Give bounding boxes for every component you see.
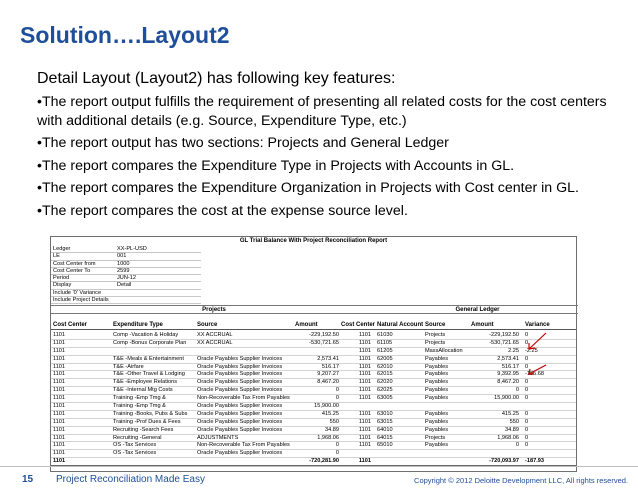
table-cell: Oracle Payables Supplier Invoices [197, 403, 283, 410]
table-cell: Oracle Payables Supplier Invoices [197, 379, 283, 386]
parameter-value: 001 [117, 253, 127, 260]
table-cell: 64015 [377, 434, 393, 441]
parameter-value: 2599 [117, 267, 130, 274]
table-cell: 65010 [377, 442, 393, 449]
table-cell: 1101 [53, 426, 66, 433]
table-cell: Oracle Payables Supplier Invoices [197, 355, 283, 362]
table-cell: 0 [525, 363, 529, 370]
table-cell: Payables [425, 363, 449, 370]
table-cell: 9,392.95 [497, 371, 519, 378]
table-cell: 1101 [358, 442, 371, 449]
table-cell: 1,968.06 [497, 434, 519, 441]
table-cell: 61105 [377, 339, 393, 346]
table-cell: 0 [525, 355, 529, 362]
table-cell: 0 [525, 379, 529, 386]
table-cell: 0 [525, 410, 529, 417]
table-cell: 415.25 [321, 410, 339, 417]
column-header: Amount [471, 322, 494, 328]
table-cell: 1101 [358, 395, 371, 402]
table-cell: 62005 [377, 355, 393, 362]
column-header: Natural Account [377, 322, 424, 328]
section-general-ledger: General Ledger [377, 305, 578, 314]
table-cell: Oracle Payables Supplier Invoices [197, 450, 283, 457]
table-cell: 1101 [53, 387, 66, 394]
table-cell: 1101 [358, 426, 371, 433]
slide-title: Solution….Layout2 [20, 22, 230, 48]
table-cell: 2,573.41 [497, 355, 519, 362]
table-cell: 1101 [358, 355, 371, 362]
table-cell: 1101 [358, 379, 371, 386]
table-cell: Comp -Vacation & Holiday [113, 332, 179, 338]
table-cell: 1101 [53, 403, 66, 410]
bullet-item: •The report compares the Expenditure Organization in Projects with Cost center in GL. [37, 180, 579, 196]
table-cell: Training -Emp Tmg & [113, 403, 166, 410]
table-cell: Oracle Payables Supplier Invoices [197, 371, 283, 378]
table-cell: 1101 [53, 332, 66, 338]
table-cell: -2.25 [525, 347, 538, 354]
table-cell: 8,467.20 [497, 379, 519, 386]
table-cell: T&E -Internal Mtg Costs [113, 387, 173, 394]
table-cell: Payables [425, 355, 449, 362]
table-cell: Payables [425, 395, 449, 402]
table-cell: 550 [509, 418, 519, 425]
table-cell: 0 [525, 395, 529, 402]
table-cell: 1101 [53, 347, 66, 354]
table-cell: -229,192.50 [489, 332, 519, 338]
table-cell: 0 [335, 387, 339, 394]
column-header: Cost Center [341, 322, 376, 328]
table-cell: 0 [335, 395, 339, 402]
table-cell: 0 [525, 426, 529, 433]
table-cell: -530,721.65 [489, 339, 519, 346]
table-cell: Oracle Payables Supplier Invoices [197, 363, 283, 370]
report-screenshot [50, 236, 577, 472]
table-cell: -530,721.65 [309, 339, 339, 346]
table-cell: 516.17 [321, 363, 339, 370]
table-cell: 415.25 [501, 410, 519, 417]
table-cell: 1101 [53, 442, 66, 449]
table-cell: Oracle Payables Supplier Invoices [197, 410, 283, 417]
slide-lead: Detail Layout (Layout2) has following key features: [37, 70, 396, 87]
table-cell: 2.25 [508, 347, 519, 354]
table-cell: Payables [425, 426, 449, 433]
table-cell: 1101 [53, 434, 66, 441]
column-header: Expenditure Type [113, 322, 163, 328]
table-cell: 1101 [53, 363, 66, 370]
copyright: Copyright © 2012 Deloitte Development LLC, All rights reserved. [414, 476, 628, 485]
total-cell: 1101 [358, 458, 371, 465]
table-cell: 61030 [377, 332, 393, 338]
table-cell: Payables [425, 371, 449, 378]
parameter-label: Period [53, 275, 70, 282]
table-cell: Payables [425, 387, 449, 394]
table-cell: 62015 [377, 371, 393, 378]
table-cell: Projects [425, 339, 446, 346]
table-cell: 1101 [358, 363, 371, 370]
table-cell: 1101 [358, 347, 371, 354]
table-cell: 0 [335, 442, 339, 449]
table-cell: 34.89 [325, 426, 339, 433]
table-cell: 62010 [377, 363, 393, 370]
table-cell: Recruiting -Search Fees [113, 426, 174, 433]
table-cell: Training -Emp Tmg & [113, 395, 166, 402]
table-cell: 0 [525, 332, 529, 338]
table-cell: XX ACCRUAL [197, 332, 233, 338]
table-cell: 1101 [358, 410, 371, 417]
red-arrow-1 [529, 333, 546, 349]
table-cell: T&E -Employee Relations [113, 379, 178, 386]
report-title: GL Trial Balance With Project Reconciliation Report [239, 238, 388, 244]
red-arrow-2 [529, 365, 546, 374]
bullet-item: •The report output has two sections: Projects and General Ledger [37, 135, 449, 151]
table-cell: 1101 [53, 395, 66, 402]
table-cell: Projects [425, 332, 446, 338]
table-cell: T&E -Airfare [113, 363, 144, 370]
parameter-value: JUN-12 [117, 275, 136, 282]
total-cell: -187.93 [525, 458, 544, 465]
table-cell: Oracle Payables Supplier Invoices [197, 426, 283, 433]
table-cell: 0 [335, 450, 339, 457]
table-cell: -185.68 [525, 371, 544, 378]
table-cell: 516.17 [501, 363, 519, 370]
annotation-arrows [51, 237, 578, 473]
table-cell: 63010 [377, 410, 393, 417]
column-header: Variance [525, 322, 550, 328]
section-projects: Projects [51, 305, 377, 314]
table-cell: 0 [525, 418, 529, 425]
table-cell: 1101 [358, 339, 371, 346]
bullet-list [37, 93, 617, 224]
table-cell: -229,192.50 [309, 332, 339, 338]
table-cell: 1101 [53, 379, 66, 386]
table-cell: 34.89 [505, 426, 519, 433]
table-cell: 1101 [358, 371, 371, 378]
parameter-value: Detail [117, 282, 132, 289]
footer-divider [0, 466, 638, 467]
table-cell: 1101 [358, 332, 371, 338]
table-cell: 0 [515, 387, 519, 394]
parameter-label: Ledger [53, 246, 71, 252]
table-cell: OS -Tax Services [113, 442, 157, 449]
table-cell: 0 [515, 442, 519, 449]
table-cell: 550 [329, 418, 339, 425]
table-cell: 0 [525, 387, 529, 394]
parameter-label: Cost Center from [53, 260, 96, 267]
column-header: Amount [295, 322, 318, 328]
table-cell: 15,900.00 [314, 403, 339, 410]
table-cell: 62025 [377, 387, 393, 394]
table-cell: Training -Prof Dues & Fees [113, 418, 181, 425]
table-cell: 1101 [358, 387, 371, 394]
total-cell: -720,281.90 [309, 458, 339, 465]
column-header: Source [425, 322, 446, 328]
bullet-item: •The report output fulfills the requirement of presenting all related costs for the cost centers with additional details (e.g. Source, Expenditure Type, etc.) [37, 94, 607, 129]
parameter-label: Include '0' Variance [53, 289, 102, 296]
parameter-label: Include Project Details [53, 297, 109, 304]
page-number: 15 [22, 474, 34, 485]
parameter-value: 1000 [117, 260, 130, 267]
parameter-label: Cost Center To [53, 267, 91, 274]
table-cell: Payables [425, 418, 449, 425]
table-cell: 1101 [53, 418, 66, 425]
table-cell: Training -Books, Pubs & Subs [113, 410, 188, 417]
bullet-item: •The report compares the Expenditure Type in Projects with Accounts in GL. [37, 157, 515, 174]
table-cell: 1101 [358, 434, 371, 441]
table-cell: Payables [425, 379, 449, 386]
table-cell: Recruiting -General [113, 434, 162, 441]
parameter-label: LE [53, 253, 60, 260]
table-cell: OS -Tax Services [113, 450, 157, 457]
table-cell: Projects [425, 434, 446, 441]
table-cell: Non-Recoverable Tax From Payables [197, 442, 290, 449]
bullet-item: •The report compares the cost at the expense source level. [37, 202, 408, 219]
table-cell: 63005 [377, 395, 393, 402]
table-cell: ADJUSTMENTS [197, 434, 239, 441]
table-cell: 1101 [53, 371, 66, 378]
table-cell: Oracle Payables Supplier Invoices [197, 387, 283, 394]
parameter-value: XX-PL-USD [117, 246, 147, 252]
footer-title: Project Reconciliation Made Easy [56, 474, 205, 485]
table-cell: Comp -Bonus Corporate Plan [113, 339, 187, 346]
table-cell: 63015 [377, 418, 393, 425]
table-cell: Payables [425, 410, 449, 417]
table-cell: 2,573.41 [317, 355, 339, 362]
table-cell: 9,207.27 [317, 371, 339, 378]
table-cell: T&E -Other Travel & Lodging [113, 371, 185, 378]
table-cell: Payables [425, 442, 449, 449]
table-cell: 1,968.06 [317, 434, 339, 441]
table-cell: Oracle Payables Supplier Invoices [197, 418, 283, 425]
table-cell: 1101 [53, 355, 66, 362]
table-cell: 1101 [53, 450, 66, 457]
table-cell: 1101 [53, 339, 66, 346]
total-cell: 1101 [53, 458, 66, 465]
table-cell: 0 [525, 339, 529, 346]
table-cell: 15,900.00 [494, 395, 519, 402]
total-cell: -720,093.97 [489, 458, 519, 465]
table-cell: Non-Recoverable Tax From Payables [197, 395, 290, 402]
table-cell: 61205 [377, 347, 393, 354]
column-header: Cost Center [53, 322, 88, 328]
table-cell: 1101 [53, 410, 66, 417]
parameter-label: Display [53, 282, 72, 289]
table-cell: XX ACCRUAL [197, 339, 233, 346]
table-cell: 0 [525, 434, 529, 441]
column-header: Source [197, 322, 218, 328]
table-cell: 64010 [377, 426, 393, 433]
table-cell: 8,467.20 [317, 379, 339, 386]
table-cell: T&E -Meals & Entertainment [113, 355, 184, 362]
table-cell: 1101 [358, 418, 371, 425]
table-cell: MassAllocation [425, 347, 463, 354]
table-cell: 62020 [377, 379, 393, 386]
table-cell: 0 [525, 442, 529, 449]
